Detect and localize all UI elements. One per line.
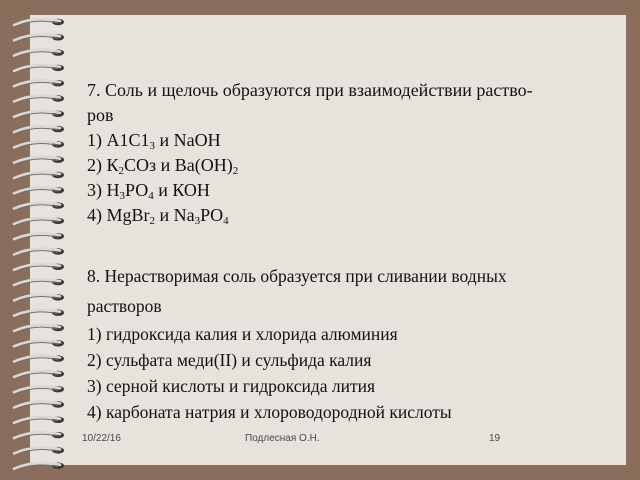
footer-page-number: 19 xyxy=(489,433,501,444)
question-7-option-4 xyxy=(87,203,627,228)
spiral-ring xyxy=(14,218,64,226)
question-7-title-line2: ров xyxy=(87,105,114,125)
spiral-ring xyxy=(14,141,64,149)
question-8-title-line2: растворов xyxy=(87,296,162,316)
question-7-title-line1: 7. Соль и щелочь образуются при взаимодействии раство- xyxy=(87,80,533,100)
question-8-option-3: 3) серной кислоты и гидроксида лития xyxy=(87,376,376,396)
question-8-title-line1: 8. Нерастворимая соль образуется при сливании водных xyxy=(87,266,507,286)
spiral-ring xyxy=(14,264,64,272)
spiral-ring xyxy=(14,202,64,210)
q7-opt4-sub1: 2 xyxy=(149,215,155,227)
spiral-ring xyxy=(14,19,64,27)
q7-opt2-sub1: 2 xyxy=(118,165,124,177)
spiral-ring xyxy=(14,432,64,440)
spiral-ring xyxy=(14,355,64,363)
q7-opt1-a: 1) А1С1 xyxy=(87,130,150,150)
q7-opt4-b: и Na xyxy=(155,205,195,225)
question-7-option-2 xyxy=(87,153,627,178)
footer-date: 10/22/16 xyxy=(82,433,121,444)
spiral-ring xyxy=(14,187,64,195)
spiral-binding-graphic xyxy=(0,0,72,480)
spiral-ring xyxy=(14,49,64,57)
q7-opt2-a: 2) К xyxy=(87,155,119,175)
question-7-option-1 xyxy=(87,128,627,153)
question-8-option-4: 4) карбоната натрия и хлороводородной кислоты xyxy=(87,402,452,422)
question-7-title xyxy=(87,78,627,128)
spiral-ring xyxy=(14,325,64,333)
spiral-binding xyxy=(0,0,72,480)
q7-opt2-sub2: 2 xyxy=(232,165,239,177)
spiral-ring xyxy=(14,248,64,256)
spiral-ring xyxy=(14,279,64,287)
q7-opt4-a: 4) MgBr xyxy=(87,205,150,225)
q7-opt3-a: 3) Н xyxy=(87,180,120,200)
spiral-ring xyxy=(14,172,64,180)
slide-content xyxy=(87,78,627,425)
spiral-ring xyxy=(14,463,64,471)
q7-opt4-sub2: 3 xyxy=(194,215,201,227)
spiral-ring xyxy=(14,447,64,455)
spiral-ring xyxy=(14,233,64,241)
spiral-ring xyxy=(14,371,64,379)
q7-opt3-sub2: 4 xyxy=(148,190,154,202)
question-8-option-1: 1) гидроксида калия и хлорида алюминия xyxy=(87,324,398,344)
spiral-ring xyxy=(14,95,64,103)
q7-opt1-sub1: 3 xyxy=(149,140,155,152)
spiral-ring xyxy=(14,340,64,348)
spiral-ring xyxy=(14,34,64,42)
q7-opt2-b: СОз и Ва(ОН) xyxy=(124,155,233,175)
q7-opt1-b: и NaOH xyxy=(155,130,221,150)
spiral-ring xyxy=(14,80,64,88)
spiral-ring xyxy=(14,126,64,134)
q7-opt3-b: РО xyxy=(125,180,149,200)
q7-opt4-sub3: 4 xyxy=(223,215,229,227)
q7-opt4-c: PO xyxy=(200,205,224,225)
spiral-ring xyxy=(14,294,64,302)
q7-opt3-sub1: 3 xyxy=(119,190,125,202)
footer-author: Подлесная О.Н. xyxy=(245,433,320,444)
question-8 xyxy=(87,261,627,425)
spiral-ring xyxy=(14,401,64,409)
spiral-ring xyxy=(14,310,64,318)
spiral-ring xyxy=(14,417,64,425)
question-8-option-2: 2) сульфата меди(II) и сульфида калия xyxy=(87,350,372,370)
spiral-ring xyxy=(14,386,64,394)
spiral-ring xyxy=(14,111,64,119)
spiral-ring xyxy=(14,157,64,165)
q7-opt3-c: и КОН xyxy=(153,180,210,200)
question-8-title xyxy=(87,261,627,321)
spiral-ring xyxy=(14,65,64,73)
question-7-option-3 xyxy=(87,178,627,203)
question-gap xyxy=(87,228,627,261)
